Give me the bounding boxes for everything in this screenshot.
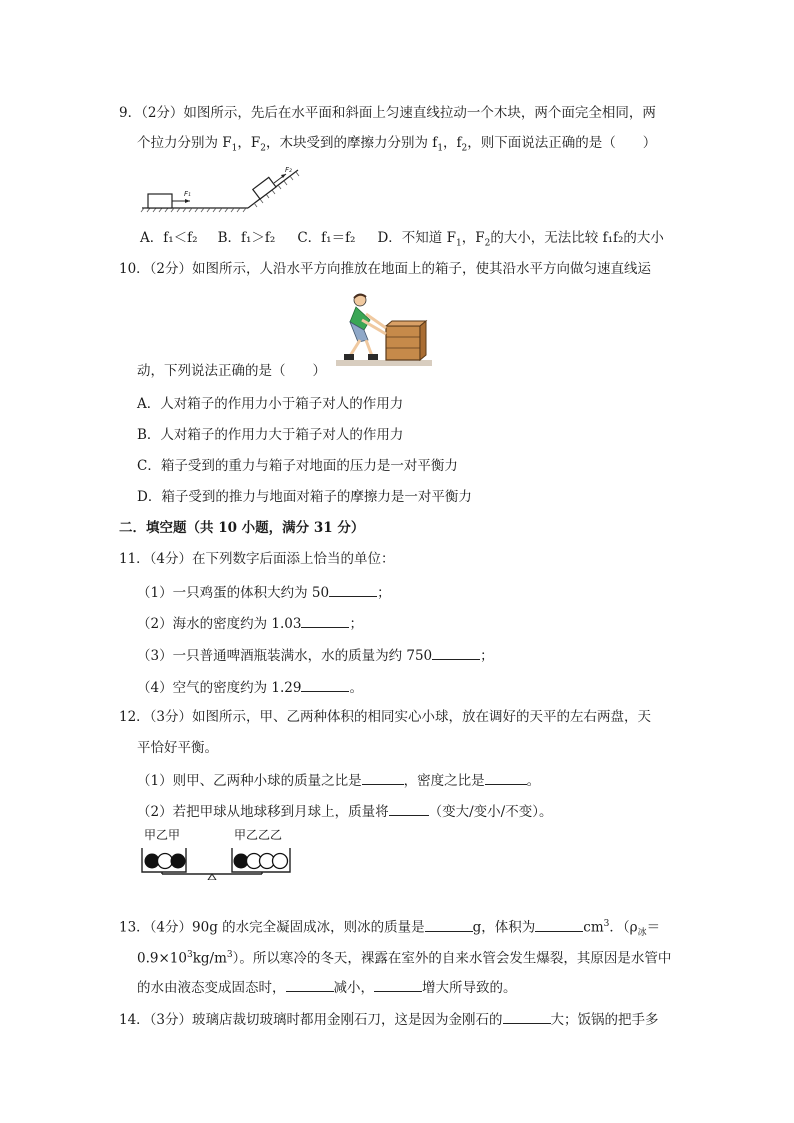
- q10-option-c: C．箱子受到的重力与箱子对地面的压力是一对平衡力: [137, 458, 458, 474]
- q10-line1: 10．（2分）如图所示，人沿水平方向推放在地面上的箱子，使其沿水平方向做匀速直线运: [119, 261, 652, 277]
- q9-option-d: D．不知道 $F_1$，$F_2$的大小，无法比较 f₁f₂的大小: [377, 230, 664, 249]
- q12-ball-yi-4: [273, 854, 288, 869]
- q9-line2: 个拉力分别为 $F_1$，$F_2$，木块受到的摩擦力分别为 $f_1$，$f_2$，则下面说法正确的是（ ）: [137, 135, 657, 154]
- q12-item2: （2）若把甲球从地球移到月球上，质量将 （变大/变小/不变）。: [137, 801, 552, 821]
- q13-line1: 13．（4分）90g 的水完全凝固成冰，则冰的质量是 g，体积为 $cm^3$．（$\rho_冰=$: [119, 915, 660, 942]
- q13-line2: $0.9\times 10^3kg/m^3$）。所以寒冷的冬天，裸露在室外的自来水管会发生爆裂，其原因是水管中: [137, 950, 672, 967]
- q9-options: [140, 229, 664, 253]
- q12-item1: （1）则甲、乙两种小球的质量之比是 ，密度之比是 。: [137, 770, 540, 790]
- q9-label-f1: F₁: [184, 190, 191, 198]
- q9-block-incline: [253, 177, 276, 199]
- q11-blank4[interactable]: [301, 677, 349, 692]
- q10-figure-person-pushing-box: [336, 290, 432, 372]
- q11-item1: （1）一只鸡蛋的体积大约为 50 ；: [137, 582, 391, 602]
- q11-blank3[interactable]: [432, 645, 480, 660]
- q12-label-left-pan: 甲乙甲: [144, 828, 181, 842]
- q11-item4: （4）空气的密度约为 1.29 。: [137, 677, 363, 697]
- q11-item3: （3）一只普通啤酒瓶装满水，水的质量为约 750 ；: [137, 645, 494, 665]
- q12-fulcrum: [208, 874, 216, 880]
- q12-ball-jia-2: [171, 854, 186, 869]
- q13-line3: 的水由液态变成固态时， 减小， 增大所导致的。: [137, 977, 517, 997]
- q12-label-right-pan: 甲乙乙乙: [234, 828, 283, 842]
- q11-item2: （2）海水的密度约为 1.03 ；: [137, 613, 363, 633]
- q9-block-flat: [148, 194, 172, 208]
- q11-stem: 11．（4分）在下列数字后面添上恰当的单位：: [119, 551, 395, 567]
- q12-blank3[interactable]: [389, 801, 429, 816]
- q12-ball-yi-1: [158, 854, 173, 869]
- q13-blank1[interactable]: [425, 917, 473, 932]
- q11-blank2[interactable]: [301, 613, 349, 628]
- q12-blank2[interactable]: [485, 770, 527, 785]
- q9-label-f2: F₂: [285, 166, 292, 174]
- q9-option-b: B．f₁＞f₂: [217, 230, 276, 246]
- section-2-title: 二．填空题（共 10 小题，满分 31 分）: [119, 520, 365, 536]
- q10-option-d: D．箱子受到的推力与地面对箱子的摩擦力是一对平衡力: [137, 489, 472, 505]
- q10-option-a: A．人对箱子的作用力小于箱子对人的作用力: [137, 396, 404, 412]
- q13-blank2[interactable]: [535, 917, 583, 932]
- q13-blank3[interactable]: [286, 977, 334, 992]
- q9-option-a: A．f₁＜f₂: [140, 230, 198, 246]
- q12-figure-balance: [140, 826, 292, 880]
- q10-option-b: B．人对箱子的作用力大于箱子对人的作用力: [137, 427, 404, 443]
- q9-line1: 9．（2分）如图所示，先后在水平面和斜面上匀速直线拉动一个木块，两个面完全相同，两: [119, 105, 656, 121]
- q12-blank1[interactable]: [362, 770, 404, 785]
- q9-option-c: C．f₁＝f₂: [297, 230, 356, 246]
- q10-line2: 动，下列说法正确的是（ ）: [137, 363, 326, 379]
- q14-blank1[interactable]: [503, 1009, 551, 1024]
- q13-blank4[interactable]: [374, 977, 422, 992]
- q9-figure-block-on-incline: [140, 164, 300, 214]
- q12-line2: 平恰好平衡。: [137, 740, 218, 756]
- q11-blank1[interactable]: [329, 582, 377, 597]
- q10-box: [386, 326, 420, 360]
- q12-line1: 12．（3分）如图所示，甲、乙两种体积的相同实心小球，放在调好的天平的左右两盘，天: [119, 709, 652, 725]
- q14-line1: 14．（3分）玻璃店裁切玻璃时都用金刚石刀，这是因为金刚石的 大；饭锅的把手多: [119, 1009, 659, 1029]
